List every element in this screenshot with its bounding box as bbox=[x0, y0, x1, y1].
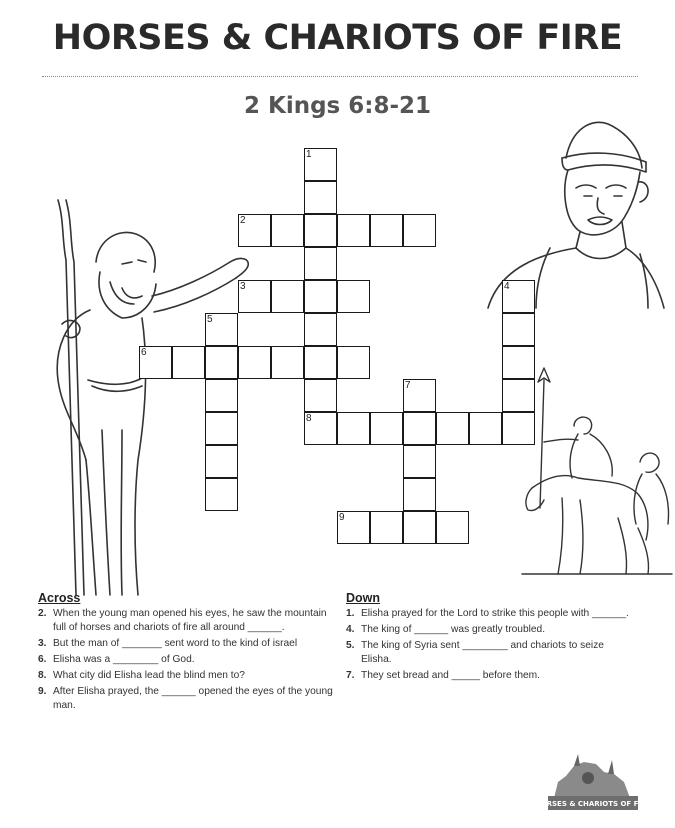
clue-text: The king of Syria sent ________ and chariots to seize Elisha. bbox=[361, 640, 604, 665]
crossword-cell[interactable] bbox=[337, 346, 370, 379]
page-title: HORSES & CHARIOTS OF FIRE bbox=[52, 18, 623, 58]
logo-text: HORSES & CHARIOTS OF FIRE bbox=[534, 800, 652, 808]
crossword-cell[interactable] bbox=[370, 214, 403, 247]
clue-text: Elisha prayed for the Lord to strike this people with ______. bbox=[361, 608, 629, 619]
clue-number: 4. bbox=[346, 624, 355, 635]
crossword-cell[interactable] bbox=[271, 346, 304, 379]
horses-chariots-logo-icon bbox=[534, 752, 652, 812]
grid-number: 1 bbox=[306, 149, 312, 160]
clue-number: 5. bbox=[346, 640, 355, 651]
crossword-cell[interactable] bbox=[304, 379, 337, 412]
crossword-cell[interactable] bbox=[370, 511, 403, 544]
clue-number: 6. bbox=[38, 654, 47, 665]
crossword-cell[interactable] bbox=[205, 412, 238, 445]
grid-number: 4 bbox=[504, 281, 510, 292]
crossword-cell[interactable] bbox=[172, 346, 205, 379]
clue-item bbox=[38, 637, 334, 651]
clue-text: When the young man opened his eyes, he saw the mountain full of horses and chariots of fire all around ______. bbox=[53, 608, 327, 633]
crossword-cell[interactable] bbox=[337, 214, 370, 247]
clue-item bbox=[38, 653, 334, 667]
clue-number: 2. bbox=[38, 608, 47, 619]
crossword-cell[interactable] bbox=[403, 511, 436, 544]
crossword-cell[interactable] bbox=[337, 412, 370, 445]
clue-text: But the man of _______ sent word to the kind of israel bbox=[53, 638, 298, 649]
title-divider bbox=[42, 76, 638, 77]
grid-number: 6 bbox=[141, 347, 147, 358]
crossword-cell[interactable] bbox=[205, 379, 238, 412]
clue-item bbox=[38, 685, 334, 713]
clue-text: After Elisha prayed, the ______ opened the eyes of the young man. bbox=[53, 686, 333, 711]
clue-item bbox=[346, 669, 636, 683]
clue-number: 1. bbox=[346, 608, 355, 619]
clue-number: 7. bbox=[346, 670, 355, 681]
crossword-cell[interactable] bbox=[403, 478, 436, 511]
crossword-cell[interactable] bbox=[502, 412, 535, 445]
crossword-cell[interactable] bbox=[238, 346, 271, 379]
clue-item bbox=[346, 639, 636, 667]
crossword-cell[interactable] bbox=[271, 214, 304, 247]
crossword-cell[interactable] bbox=[205, 445, 238, 478]
horseman-army-illustration bbox=[522, 368, 672, 578]
clue-text: They set bread and _____ before them. bbox=[361, 670, 540, 681]
crossword-cell[interactable] bbox=[469, 412, 502, 445]
down-clues bbox=[346, 591, 636, 685]
clue-item bbox=[346, 607, 636, 621]
clue-item bbox=[38, 669, 334, 683]
clue-number: 3. bbox=[38, 638, 47, 649]
crossword-cell[interactable] bbox=[403, 214, 436, 247]
crossword-cell[interactable] bbox=[304, 247, 337, 280]
scripture-reference: 2 Kings 6:8-21 bbox=[243, 93, 431, 119]
grid-number: 7 bbox=[405, 380, 411, 391]
crossword-cell[interactable] bbox=[304, 313, 337, 346]
clue-text: What city did Elisha lead the blind men to? bbox=[53, 670, 245, 681]
across-heading: Across bbox=[38, 591, 81, 605]
clue-number: 9. bbox=[38, 686, 47, 697]
clue-item bbox=[38, 607, 334, 635]
across-clues bbox=[38, 591, 334, 715]
crossword-cell[interactable] bbox=[271, 280, 304, 313]
crossword-cell[interactable] bbox=[304, 346, 337, 379]
crossword-cell[interactable] bbox=[304, 214, 337, 247]
crossword-cell[interactable] bbox=[502, 346, 535, 379]
crossword-cell[interactable] bbox=[436, 511, 469, 544]
clue-text: The king of ______ was greatly troubled. bbox=[361, 624, 546, 635]
crossword-cell[interactable] bbox=[304, 181, 337, 214]
crossword-cell[interactable] bbox=[337, 280, 370, 313]
down-heading: Down bbox=[346, 591, 381, 605]
clue-number: 8. bbox=[38, 670, 47, 681]
crossword-cell[interactable] bbox=[403, 412, 436, 445]
grid-number: 8 bbox=[306, 413, 312, 424]
grid-number: 5 bbox=[207, 314, 213, 325]
crossword-cell[interactable] bbox=[304, 280, 337, 313]
crossword-cell[interactable] bbox=[403, 445, 436, 478]
grid-number: 3 bbox=[240, 281, 246, 292]
grid-number: 2 bbox=[240, 215, 246, 226]
crossword-cell[interactable] bbox=[205, 346, 238, 379]
crossword-cell[interactable] bbox=[370, 412, 403, 445]
clue-text: Elisha was a ________ of God. bbox=[53, 654, 195, 665]
crossword-cell[interactable] bbox=[436, 412, 469, 445]
clue-item bbox=[346, 623, 636, 637]
crossword-cell[interactable] bbox=[205, 478, 238, 511]
crossword-cell[interactable] bbox=[502, 379, 535, 412]
grid-number: 9 bbox=[339, 512, 345, 523]
crossword-cell[interactable] bbox=[502, 313, 535, 346]
